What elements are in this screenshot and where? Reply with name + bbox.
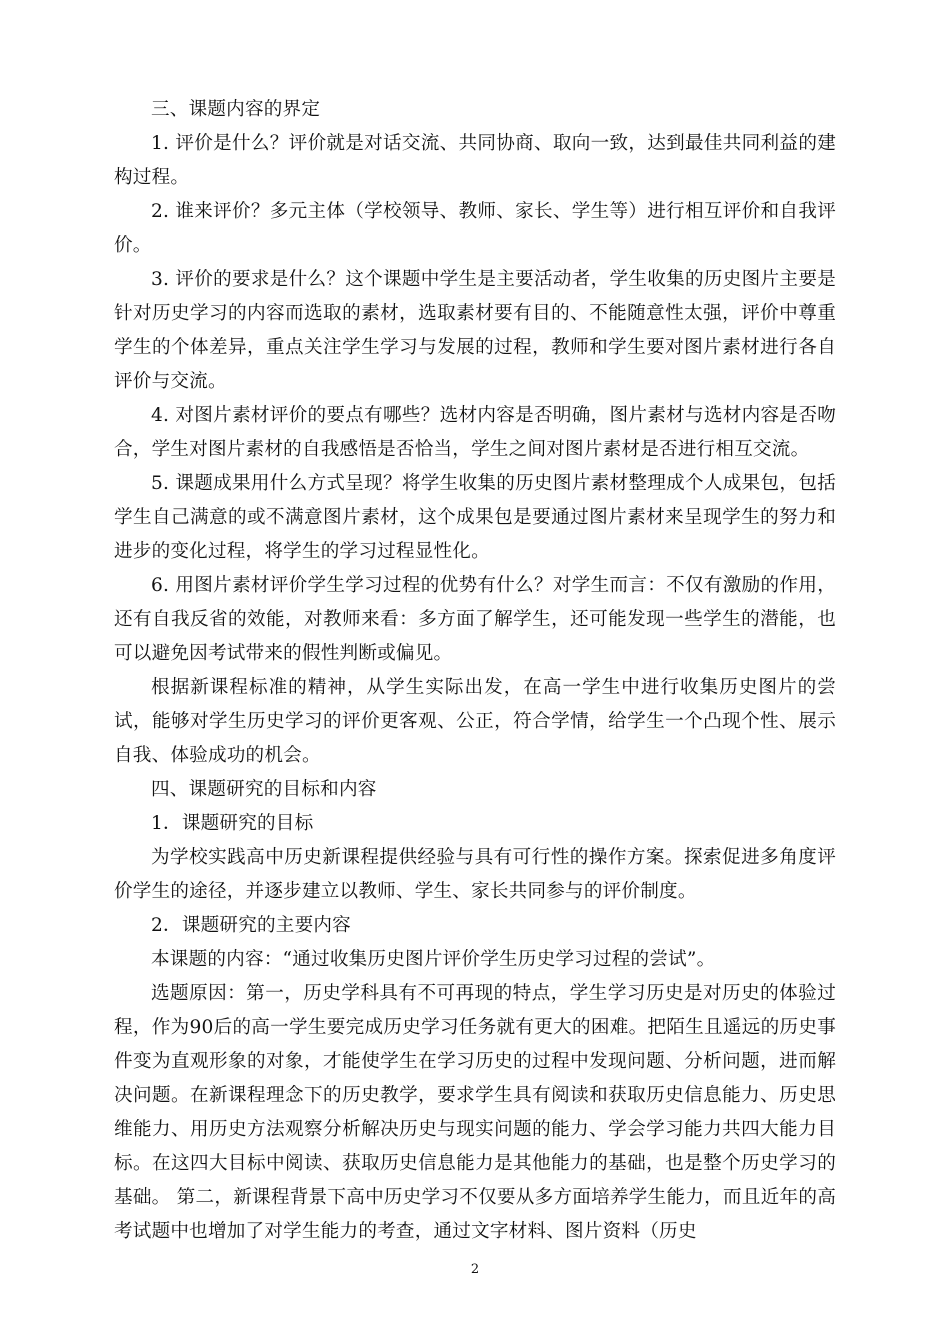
- paragraph-reasons: 选题原因：第一，历史学科具有不可再现的特点，学生学习历史是对历史的体验过程，作为90后的高一学生要完成历史学习任务就有更大的困难。把陌生且遥远的历史事件变为直观形象的对象，才能使学生在学习历史的过程中发现问题、分析问题，进而解决问题。在新课程理念下的历史教学，要求学生具有阅读和获取历史信息能力、历史思维能力、用历史方法观察分析解决历史与现实问题的能力、学会学习能力共四大能力目标。在这四大目标中阅读、获取历史信息能力是其他能力的基础，也是整个历史学习的基础。 第二，新课程背景下高中历史学习不仅要从多方面培养学生能力，而且近年的高考试题中也增加了对学生能力的考查，通过文字材料、图片资料（历史: [114, 983, 836, 1242]
- paragraph-definition-6: 6. 用图片素材评价学生学习过程的优势有什么？对学生而言：不仅有激励的作用，还有自我反省的效能，对教师来看：多方面了解学生，还可能发现一些学生的潜能，也可以避免因考试带来的假性判断或偏见。: [114, 575, 836, 664]
- paragraph-summary: 根据新课程标准的精神，从学生实际出发，在高一学生中进行收集历史图片的尝试，能够对学生历史学习的评价更客观、公正，符合学情，给学生一个凸现个性、展示自我、体验成功的机会。: [114, 677, 836, 766]
- paragraph-definition-5: 5. 课题成果用什么方式呈现？将学生收集的历史图片素材整理成个人成果包，包括学生自己满意的或不满意图片素材，这个成果包是要通过图片素材来呈现学生的努力和进步的变化过程，将学生的学习过程显性化。: [114, 473, 836, 562]
- section-heading-3: 三、课题内容的界定: [151, 99, 321, 120]
- paragraph-definition-1: 1. 评价是什么？评价就是对话交流、共同协商、取向一致，达到最佳共同利益的建构过程。: [114, 133, 836, 188]
- document-body: [114, 93, 836, 1249]
- paragraph-definition-2: 2. 谁来评价？多元主体（学校领导、教师、家长、学生等）进行相互评价和自我评价。: [114, 201, 836, 256]
- page-number: 2: [470, 1262, 480, 1277]
- section-heading-4: 四、课题研究的目标和内容: [151, 779, 377, 800]
- subheading-main-content: 2．课题研究的主要内容: [151, 915, 351, 936]
- paragraph-definition-4: 4. 对图片素材评价的要点有哪些？选材内容是否明确，图片素材与选材内容是否吻合，学生对图片素材的自我感悟是否恰当，学生之间对图片素材是否进行相互交流。: [114, 405, 836, 460]
- paragraph-topic: 本课题的内容：“通过收集历史图片评价学生历史学习过程的尝试”。: [151, 949, 716, 970]
- paragraph-definition-3: 3. 评价的要求是什么？这个课题中学生是主要活动者，学生收集的历史图片主要是针对历史学习的内容而选取的素材，选取素材要有目的、不能随意性太强，评价中尊重学生的个体差异，重点关注学生学习与发展的过程，教师和学生要对图片素材进行各自评价与交流。: [114, 269, 836, 392]
- subheading-goals: 1．课题研究的目标: [151, 813, 314, 834]
- paragraph-goals: 为学校实践高中历史新课程提供经验与具有可行性的操作方案。探索促进多角度评价学生的途径，并逐步建立以教师、学生、家长共同参与的评价制度。: [114, 847, 836, 902]
